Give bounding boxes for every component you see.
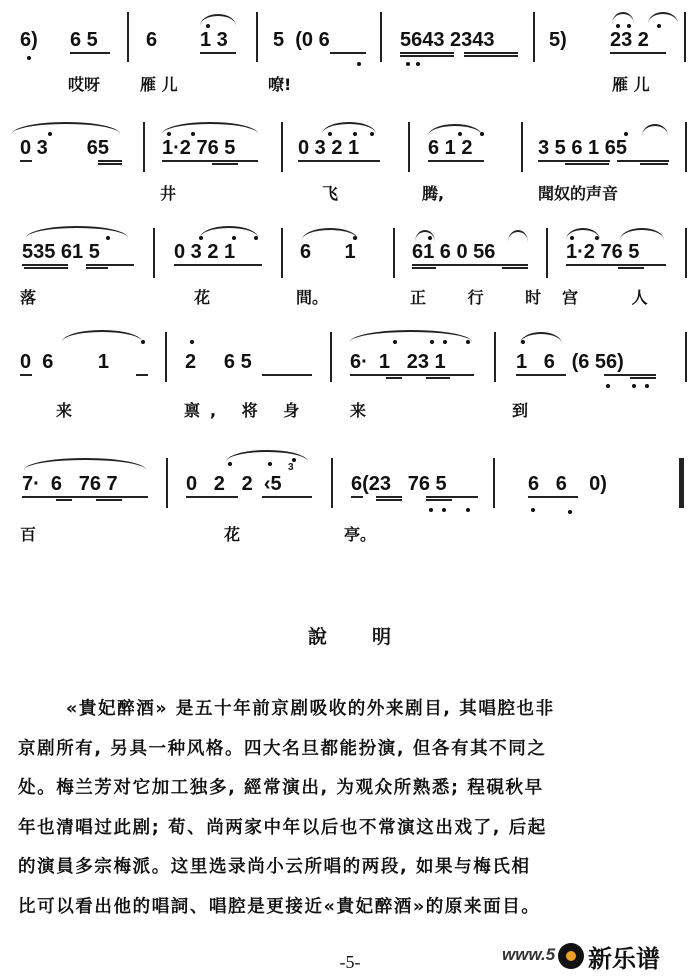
note: 0 3 65 xyxy=(20,137,109,159)
lyric: 雁 儿 xyxy=(140,75,178,94)
slur xyxy=(26,226,128,238)
vinyl-disc-icon xyxy=(558,943,584,969)
beam xyxy=(426,496,478,498)
barline xyxy=(684,12,686,62)
note: 6 5 xyxy=(70,29,98,51)
section-title-char: 明 xyxy=(372,626,393,648)
beam xyxy=(56,499,72,501)
barline xyxy=(685,332,687,382)
beam xyxy=(565,163,609,165)
lyric: 落 xyxy=(20,288,37,307)
note: 5643 2343 xyxy=(400,29,495,51)
slur xyxy=(520,332,562,344)
barline xyxy=(533,12,535,62)
slur xyxy=(428,124,482,136)
beam xyxy=(426,499,452,501)
beam xyxy=(464,55,518,57)
beam xyxy=(96,499,122,501)
high-octave-dot xyxy=(167,132,171,136)
high-octave-dot xyxy=(206,24,210,28)
barline xyxy=(281,228,283,278)
beam xyxy=(538,160,610,162)
beam xyxy=(24,267,68,269)
note: 0 6 1 xyxy=(20,351,109,373)
slur xyxy=(62,330,142,342)
beam xyxy=(464,52,518,54)
beam xyxy=(298,160,380,162)
beam xyxy=(640,163,668,165)
note: 0 3 2 1 xyxy=(174,241,236,263)
high-octave-dot xyxy=(428,236,432,240)
lyric: 哎呀 xyxy=(68,75,101,94)
paragraph-line: 京剧所有, 另具一种风格。四大名旦都能扮演, 但各有其不同之 xyxy=(18,738,547,759)
lyric: 聞奴的声音 xyxy=(538,184,619,203)
final-barline xyxy=(679,458,684,508)
barline xyxy=(331,458,333,508)
barline xyxy=(281,122,283,172)
high-octave-dot xyxy=(328,132,332,136)
beam xyxy=(376,499,402,501)
paragraph-line: 处。梅兰芳对它加工独多, 經常演出, 为观众所熟悉; 程硯秋早 xyxy=(18,778,544,798)
note: 0 2 2 ‹5 xyxy=(186,473,282,495)
high-octave-dot xyxy=(480,132,484,136)
barline xyxy=(493,458,495,508)
note: 6· 1 23 1 xyxy=(350,351,446,373)
lyric: 嘹! xyxy=(268,75,292,94)
score-system-1 xyxy=(0,0,700,100)
section-title-char: 說 xyxy=(307,626,328,648)
low-octave-dot xyxy=(406,62,410,66)
slur xyxy=(612,12,634,24)
note: 5) xyxy=(549,29,567,51)
high-octave-dot xyxy=(466,340,470,344)
beam xyxy=(376,496,402,498)
lyric: 花 xyxy=(194,288,211,307)
watermark-url: www.5 xyxy=(502,945,556,964)
high-octave-dot xyxy=(443,340,447,344)
beam xyxy=(618,267,644,269)
high-octave-dot xyxy=(393,340,397,344)
beam xyxy=(98,160,122,162)
note: 6 1 2 xyxy=(428,137,473,159)
beam xyxy=(262,374,312,376)
beam xyxy=(428,160,484,162)
barline xyxy=(153,228,155,278)
lyric: 腾, xyxy=(422,184,445,203)
low-octave-dot xyxy=(568,510,572,514)
beam xyxy=(200,52,236,54)
slur xyxy=(642,124,668,136)
lyric: 亭。 xyxy=(344,525,377,544)
note: 1 3 xyxy=(200,29,228,51)
beam xyxy=(174,264,262,266)
slur xyxy=(508,230,528,242)
watermark-brand: 新乐谱 xyxy=(588,944,660,973)
lyric: 禀, 将 身 xyxy=(184,401,310,420)
lyric: 間。 xyxy=(296,288,329,307)
beam xyxy=(412,267,436,269)
slur xyxy=(648,12,678,24)
beam xyxy=(20,160,32,162)
note: 6 xyxy=(146,29,158,51)
beam xyxy=(617,160,669,162)
score-system-3 xyxy=(0,210,700,310)
beam xyxy=(20,374,32,376)
high-octave-dot xyxy=(627,24,631,28)
section-title xyxy=(0,622,700,649)
high-octave-dot xyxy=(521,340,525,344)
note: 23 2 xyxy=(610,29,649,51)
beam xyxy=(70,52,110,54)
high-octave-dot xyxy=(370,132,374,136)
slur xyxy=(24,458,146,470)
paragraph-line: 年也清唱过此剧; 荀、尚两家中年以后也不常演这出戏了, 后起 xyxy=(18,817,547,838)
paragraph-line: 的演員多宗梅派。这里选录尚小云所唱的两段, 如果与梅氏相 xyxy=(18,857,531,877)
note: 1·2 76 5 xyxy=(162,137,236,159)
barline xyxy=(256,12,258,62)
lyric: 井 xyxy=(160,184,177,203)
grace-note: 3 xyxy=(288,462,294,473)
low-octave-dot xyxy=(606,384,610,388)
high-octave-dot xyxy=(616,24,620,28)
high-octave-dot xyxy=(570,236,574,240)
beam xyxy=(400,52,454,54)
barline xyxy=(521,122,523,172)
barline xyxy=(408,122,410,172)
barline xyxy=(685,228,687,278)
note: 2 6 5 xyxy=(185,351,252,373)
beam xyxy=(186,496,238,498)
high-octave-dot xyxy=(191,132,195,136)
barline xyxy=(685,122,687,172)
score-system-2 xyxy=(0,110,700,210)
note: 0 3 2 1 xyxy=(298,137,360,159)
high-octave-dot xyxy=(624,132,628,136)
lyric: 正 行 时 xyxy=(410,288,560,307)
beam xyxy=(136,374,148,376)
lyric: 来 xyxy=(56,401,73,420)
barline xyxy=(330,332,332,382)
beam xyxy=(502,267,528,269)
low-octave-dot xyxy=(632,384,636,388)
high-octave-dot xyxy=(458,132,462,136)
lyric: 百 xyxy=(20,525,37,544)
low-octave-dot xyxy=(429,508,433,512)
slur xyxy=(620,228,664,240)
paragraph-line: 比可以看出他的唱詞、唱腔是更接近«貴妃醉酒»的原来面目。 xyxy=(18,896,541,917)
beam xyxy=(86,264,134,266)
high-octave-dot xyxy=(254,236,258,240)
lyric: 花 xyxy=(224,525,241,544)
note: 6(23 76 5 xyxy=(351,473,447,495)
slur xyxy=(200,226,258,238)
description-paragraph xyxy=(18,690,690,927)
note: 5 (0 6 xyxy=(273,29,330,51)
beam xyxy=(604,374,656,376)
beam xyxy=(351,496,363,498)
beam xyxy=(22,264,68,266)
low-octave-dot xyxy=(27,56,31,60)
note: 61 6 0 56 xyxy=(412,241,496,263)
barline xyxy=(127,12,129,62)
note: 1 6 (6 56) xyxy=(516,351,624,373)
beam xyxy=(330,52,366,54)
beam xyxy=(98,163,122,165)
note: 535 61 5 xyxy=(22,241,100,263)
beam xyxy=(610,52,666,54)
low-octave-dot xyxy=(442,508,446,512)
lyric: 雁 儿 xyxy=(612,75,650,94)
note: 6 6 0) xyxy=(528,473,607,495)
paragraph-line: «貴妃醉酒» 是五十年前京剧吸收的外来剧目, 其唱腔也非 xyxy=(66,699,555,719)
high-octave-dot xyxy=(48,132,52,136)
barline xyxy=(393,228,395,278)
barline xyxy=(143,122,145,172)
slur xyxy=(162,122,258,134)
note: 6) xyxy=(20,29,38,51)
low-octave-dot xyxy=(466,508,470,512)
high-octave-dot xyxy=(228,462,232,466)
barline xyxy=(166,458,168,508)
high-octave-dot xyxy=(268,462,272,466)
lyric: 飞 xyxy=(322,184,339,203)
beam xyxy=(412,264,528,266)
barline xyxy=(380,12,382,62)
high-octave-dot xyxy=(430,340,434,344)
slur xyxy=(302,228,358,240)
beam xyxy=(350,374,474,376)
beam xyxy=(212,163,238,165)
beam xyxy=(86,267,108,269)
low-octave-dot xyxy=(645,384,649,388)
slur xyxy=(350,330,472,342)
barline xyxy=(494,332,496,382)
high-octave-dot xyxy=(353,132,357,136)
high-octave-dot xyxy=(190,340,194,344)
high-octave-dot xyxy=(141,340,145,344)
page-number: -5- xyxy=(339,952,361,972)
note: 3 5 6 1 65 xyxy=(538,137,627,159)
high-octave-dot xyxy=(199,236,203,240)
note: 1·2 76 5 xyxy=(566,241,640,263)
score-system-5 xyxy=(0,430,700,544)
note: 6 1 xyxy=(300,241,356,263)
score-system-4 xyxy=(0,310,700,420)
low-octave-dot xyxy=(357,62,361,66)
high-octave-dot xyxy=(595,236,599,240)
low-octave-dot xyxy=(416,62,420,66)
barline xyxy=(165,332,167,382)
low-octave-dot xyxy=(531,508,535,512)
lyric: 到 xyxy=(512,401,529,420)
note: 7· 6 76 7 xyxy=(22,473,118,495)
beam xyxy=(426,377,450,379)
lyric: 来 xyxy=(350,401,367,420)
beam xyxy=(400,55,454,57)
high-octave-dot xyxy=(353,236,357,240)
beam xyxy=(516,374,566,376)
beam xyxy=(630,377,656,379)
high-octave-dot xyxy=(232,236,236,240)
high-octave-dot xyxy=(106,236,110,240)
beam xyxy=(162,160,258,162)
beam xyxy=(262,496,312,498)
beam xyxy=(22,496,148,498)
high-octave-dot xyxy=(657,24,661,28)
beam xyxy=(566,264,666,266)
watermark-logo xyxy=(558,936,660,976)
beam xyxy=(528,496,578,498)
beam xyxy=(386,377,402,379)
barline xyxy=(546,228,548,278)
slur xyxy=(12,122,120,134)
lyric: 宫 人 xyxy=(562,288,672,307)
